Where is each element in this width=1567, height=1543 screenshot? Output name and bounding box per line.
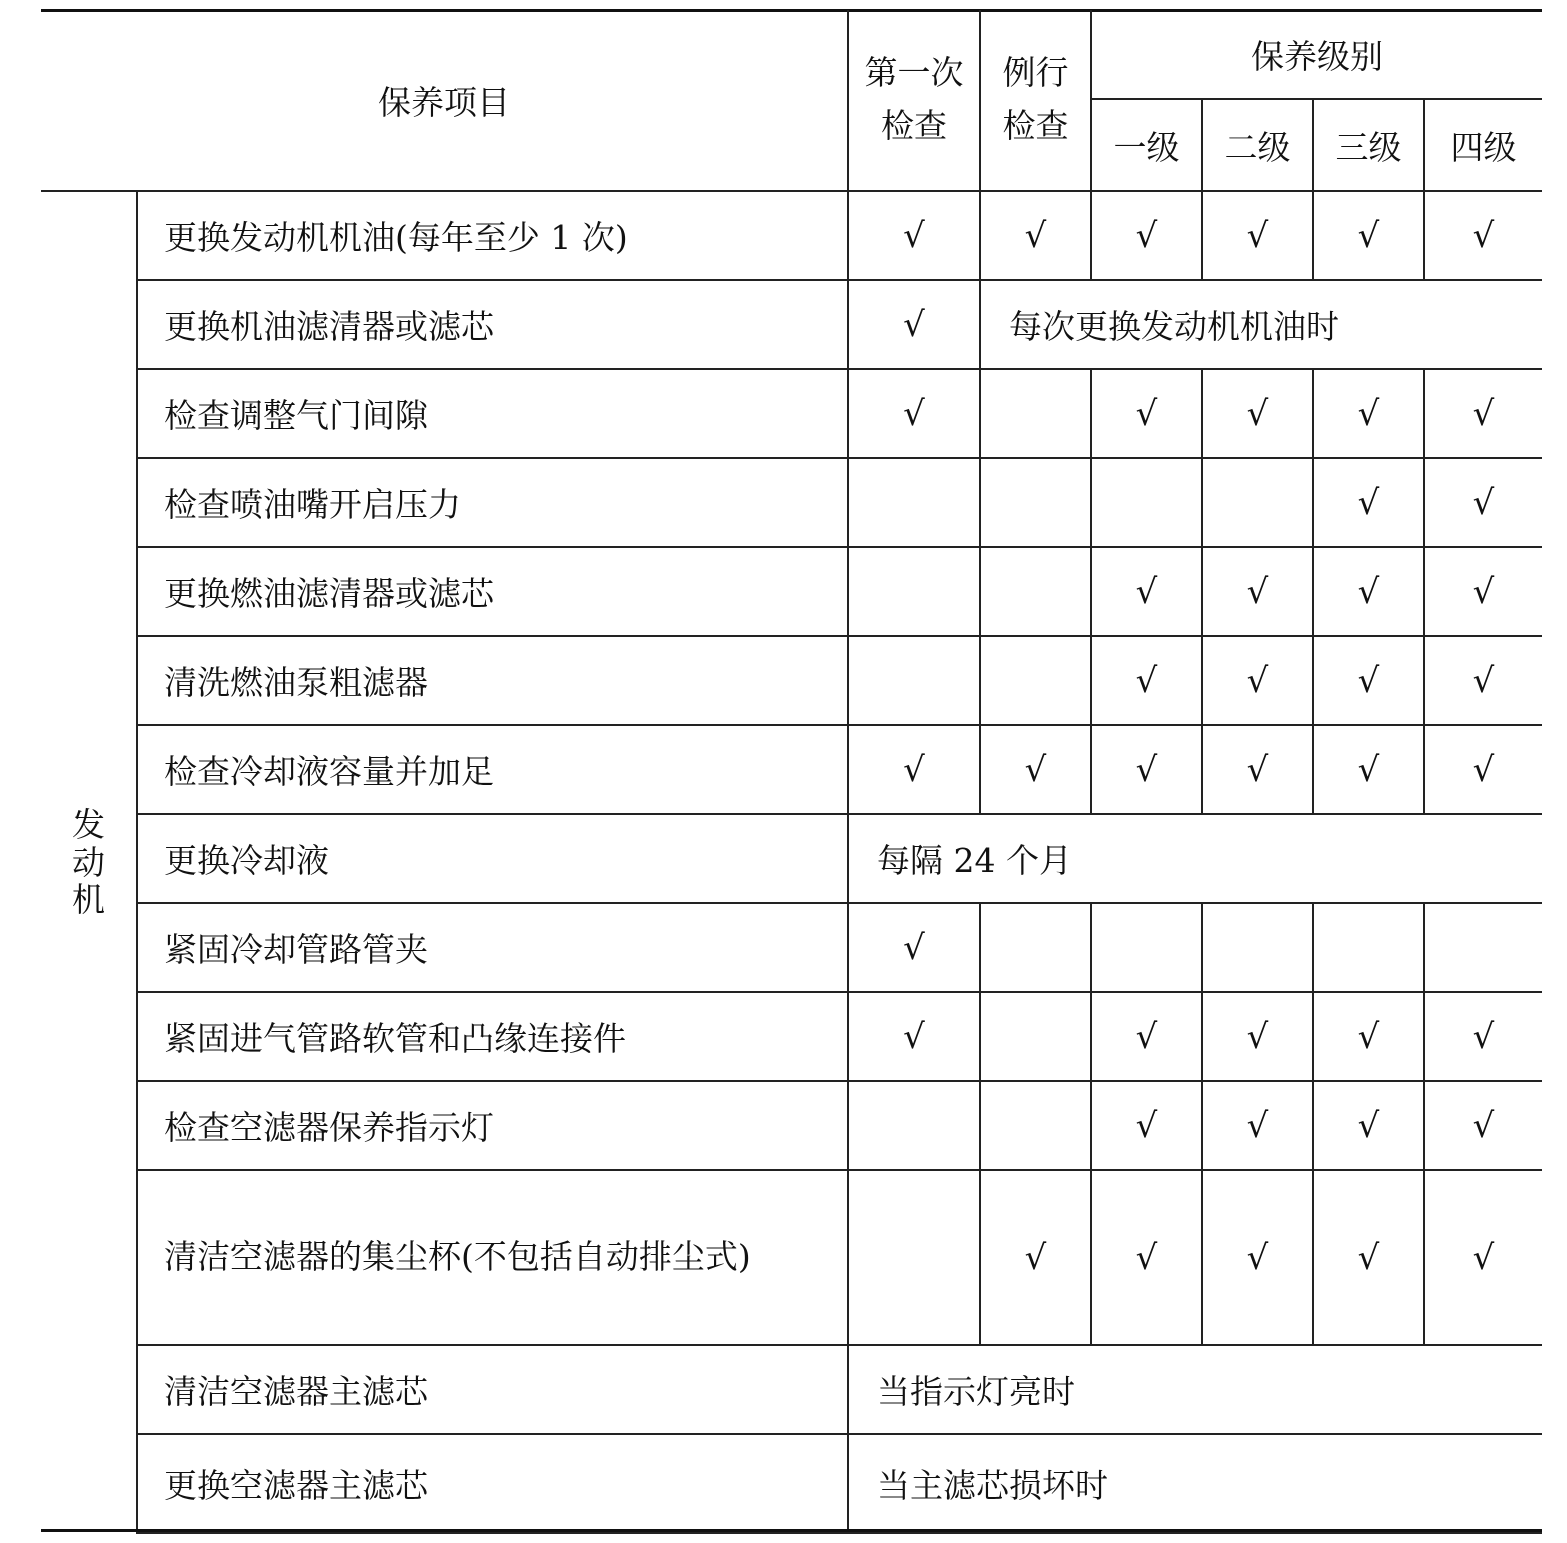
header-level-2: 二级 [1202,99,1313,191]
check-mark: √ [1313,191,1424,280]
check-mark: √ [1202,369,1313,458]
check-mark [980,636,1091,725]
table-row [41,814,1542,903]
row-span-note: 每次更换发动机机油时 [980,280,1542,369]
check-mark: √ [1313,458,1424,547]
check-mark: √ [980,191,1091,280]
check-mark [848,1081,980,1170]
table-row [41,280,1542,369]
table-row [41,903,1542,992]
check-mark [980,903,1091,992]
table-bottom-rule [41,1529,1542,1532]
check-mark [1091,458,1202,547]
check-mark [1202,903,1313,992]
row-item: 更换发动机机油(每年至少 1 次) [137,191,848,280]
row-item: 更换空滤器主滤芯 [137,1434,848,1533]
row-span-note: 当指示灯亮时 [848,1345,1542,1434]
check-mark: √ [1091,191,1202,280]
check-mark: √ [848,903,980,992]
check-mark [1313,903,1424,992]
row-item: 检查调整气门间隙 [137,369,848,458]
check-mark [1202,458,1313,547]
check-mark [980,458,1091,547]
check-mark: √ [848,992,980,1081]
row-item: 检查冷却液容量并加足 [137,725,848,814]
check-mark [848,458,980,547]
check-mark: √ [848,369,980,458]
row-item: 检查喷油嘴开启压力 [137,458,848,547]
check-mark: √ [1313,1081,1424,1170]
check-mark [1091,903,1202,992]
check-mark: √ [1202,992,1313,1081]
category-engine [41,191,137,1533]
check-mark: √ [1202,725,1313,814]
check-mark [980,547,1091,636]
header-first-check-line-2: 检查 [881,106,947,145]
check-mark: √ [1313,547,1424,636]
check-mark: √ [1424,1081,1542,1170]
check-mark: √ [848,280,980,369]
check-mark: √ [1202,636,1313,725]
table-row [41,191,1542,280]
table-row [41,1170,1542,1345]
check-mark: √ [1091,725,1202,814]
check-mark: √ [1091,369,1202,458]
table-row [41,992,1542,1081]
table-row [41,636,1542,725]
check-mark: √ [1424,458,1542,547]
header-level-1: 一级 [1091,99,1202,191]
check-mark: √ [1313,636,1424,725]
table-row [41,547,1542,636]
check-mark: √ [1202,1081,1313,1170]
category-char-1: 发 [72,804,105,844]
check-mark: √ [1202,191,1313,280]
row-item: 更换机油滤清器或滤芯 [137,280,848,369]
row-span-note: 当主滤芯损坏时 [848,1434,1542,1533]
check-mark: √ [1091,547,1202,636]
row-item: 更换冷却液 [137,814,848,903]
header-item: 保养项目 [41,10,848,191]
check-mark: √ [1424,992,1542,1081]
check-mark: √ [1424,725,1542,814]
header-first-check-line-1: 第一次 [864,53,964,93]
table-row [41,1434,1542,1533]
check-mark [980,1081,1091,1170]
header-routine-check-line-2: 检查 [1002,106,1069,145]
check-mark: √ [1091,1081,1202,1170]
check-mark: √ [1202,1170,1313,1345]
table-row [41,1345,1542,1434]
row-item: 紧固冷却管路管夹 [137,903,848,992]
header-level-3: 三级 [1313,99,1424,191]
header-routine-check-line-1: 例行 [1002,53,1069,93]
check-mark: √ [848,191,980,280]
row-item: 清洁空滤器主滤芯 [137,1345,848,1434]
row-item: 检查空滤器保养指示灯 [137,1081,848,1170]
check-mark [980,992,1091,1081]
check-mark [980,369,1091,458]
category-char-2: 动 [72,842,105,882]
check-mark [848,547,980,636]
table-row [41,1081,1542,1170]
row-item: 清洁空滤器的集尘杯(不包括自动排尘式) [137,1170,848,1345]
table-row [41,369,1542,458]
check-mark: √ [1424,547,1542,636]
check-mark: √ [1313,992,1424,1081]
check-mark: √ [1091,636,1202,725]
category-char-3: 机 [72,880,105,920]
header-level-4: 四级 [1424,99,1542,191]
row-item: 紧固进气管路软管和凸缘连接件 [137,992,848,1081]
row-span-note: 每隔 24 个月 [848,814,1542,903]
check-mark: √ [1091,992,1202,1081]
check-mark: √ [1091,1170,1202,1345]
check-mark: √ [1424,191,1542,280]
check-mark [1424,903,1542,992]
check-mark: √ [1313,1170,1424,1345]
header-routine-check [980,10,1091,191]
check-mark [848,1170,980,1345]
check-mark [848,636,980,725]
maintenance-schedule-table [41,10,1542,1533]
check-mark: √ [1424,1170,1542,1345]
check-mark: √ [1424,369,1542,458]
check-mark: √ [1313,725,1424,814]
header-level-group: 保养级别 [1091,10,1542,99]
table-row [41,458,1542,547]
check-mark: √ [980,725,1091,814]
check-mark: √ [1313,369,1424,458]
check-mark: √ [848,725,980,814]
check-mark: √ [1424,636,1542,725]
check-mark: √ [1202,547,1313,636]
table-row [41,725,1542,814]
header-row-1 [41,10,1542,99]
row-item: 清洗燃油泵粗滤器 [137,636,848,725]
check-mark: √ [980,1170,1091,1345]
header-first-check [848,10,980,191]
row-item: 更换燃油滤清器或滤芯 [137,547,848,636]
